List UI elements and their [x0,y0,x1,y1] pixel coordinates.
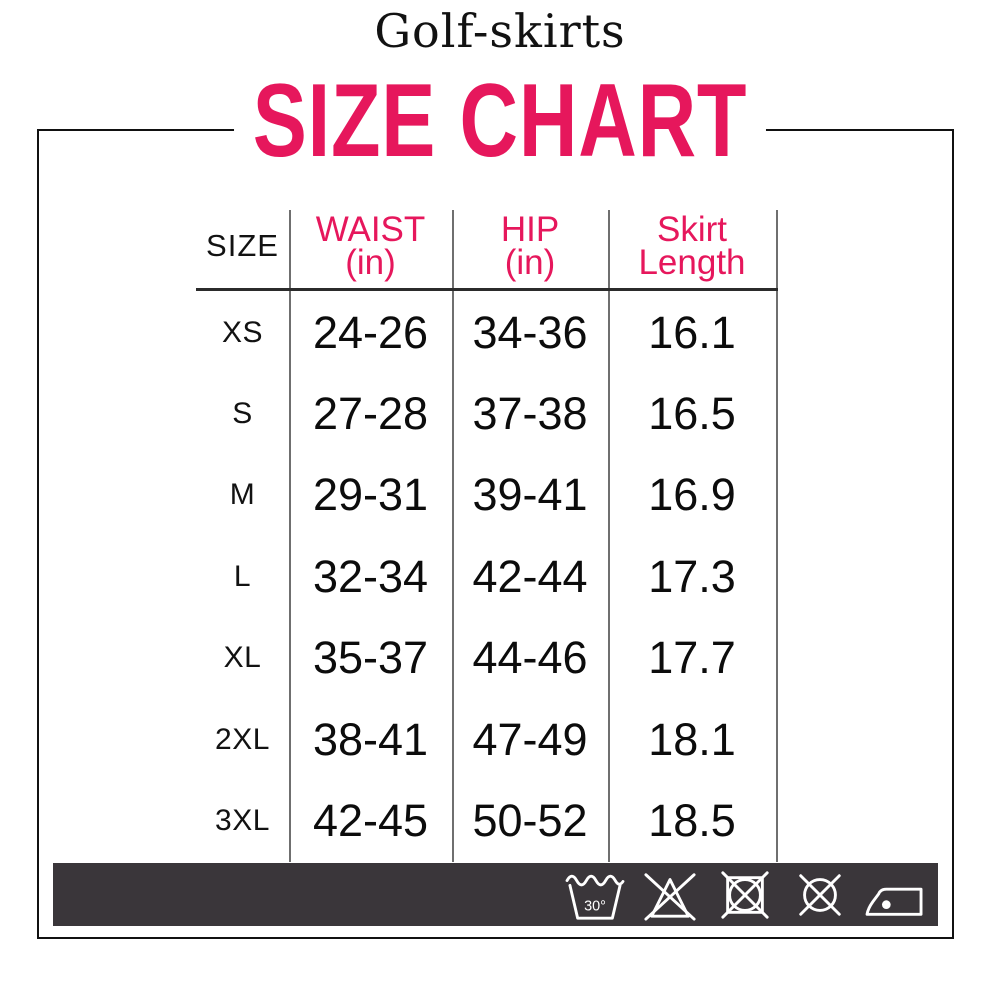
size-label: XL [223,641,262,675]
table-row-xl [196,618,776,699]
brand-title: Golf-skirts [374,4,626,58]
col-header-waist-label: WAIST [315,209,426,249]
col-header-hip [452,203,608,288]
length-value: 16.5 [648,388,736,440]
do-not-tumble-dry-icon [714,868,776,922]
col-header-skirt-label: Skirt [657,209,727,249]
size-label: S [232,397,253,431]
hip-value: 37-38 [472,388,588,440]
column-divider-4 [776,210,778,862]
header-underline [196,288,778,291]
waist-value: 35-37 [312,632,429,684]
size-label: XS [221,315,264,349]
waist-value: 42-45 [312,795,429,847]
length-value: 17.7 [648,632,736,684]
table-row-xs [196,292,776,373]
page-title: SIZE CHART [234,68,766,174]
wash-temperature-label: 30° [584,897,606,914]
machine-wash-30-icon [564,868,626,922]
length-value: 16.9 [648,469,736,521]
do-not-bleach-icon [639,868,701,922]
size-label: L [233,559,252,593]
waist-value: 27-28 [312,388,429,440]
table-header-row [196,203,776,288]
hip-value: 42-44 [472,550,588,602]
length-value: 17.3 [648,550,736,602]
hip-value: 47-49 [472,713,588,765]
size-label: M [229,478,256,512]
hip-value: 34-36 [472,306,588,358]
hip-value: 50-52 [472,795,588,847]
iron-low-heat-icon [864,868,926,922]
col-header-waist-unit: (in) [345,242,396,282]
waist-value: 24-26 [312,306,429,358]
col-header-hip-unit: (in) [504,242,556,282]
col-header-length-label: Length [638,242,746,282]
col-header-waist [289,203,452,288]
col-header-skirt-length [608,203,776,288]
waist-value: 29-31 [312,469,429,521]
table-row-s [196,373,776,454]
page-title-wrap [0,63,1000,179]
col-header-hip-label: HIP [500,209,560,249]
length-value: 18.1 [648,713,736,765]
col-header-size [196,203,289,288]
hip-value: 44-46 [472,632,588,684]
table-row-m [196,455,776,536]
col-header-size-label: SIZE [206,227,279,263]
table-row-l [196,536,776,617]
table-body [196,292,776,862]
table-row-2xl [196,699,776,780]
length-value: 18.5 [648,795,736,847]
table-row-3xl [196,780,776,861]
waist-value: 38-41 [312,713,429,765]
waist-value: 32-34 [312,550,429,602]
size-label: 2XL [215,722,270,756]
do-not-dry-clean-icon [789,868,851,922]
length-value: 16.1 [648,306,736,358]
size-label: 3XL [215,804,270,838]
care-instructions-bar [53,863,938,926]
hip-value: 39-41 [472,469,588,521]
